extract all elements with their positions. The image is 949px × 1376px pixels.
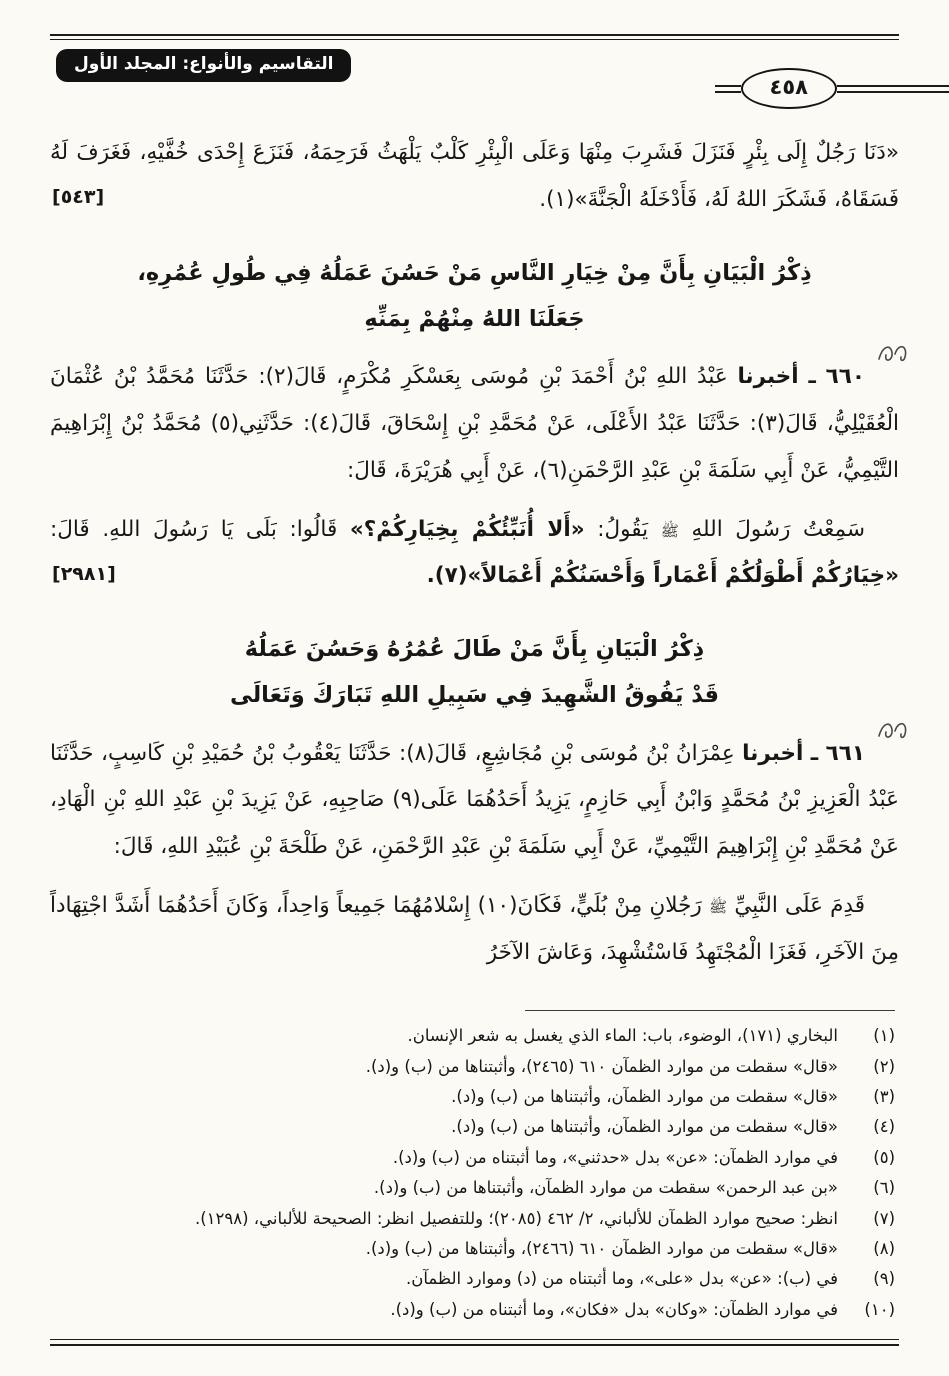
- footnote-marker: (٤): [873, 1117, 895, 1137]
- footnote-text: «بن عبد الرحمن» سقطت من موارد الظمآن، وأثبتناها من (ب) و(د).: [373, 1178, 838, 1198]
- footnote-text: «قال» سقطت من موارد الظمآن، وأثبتناها من (ب) و(د).: [451, 1117, 838, 1137]
- hadith-continuation-paragraph: [50, 130, 899, 224]
- hadith-660-matn: [50, 507, 899, 601]
- footnote-text: «قال» سقطت من موارد الظمآن ٦١٠ (٢٤٦٦)، وأثبتناها من (ب) و(د).: [365, 1238, 838, 1258]
- pbuh-symbol: ﷺ: [660, 521, 679, 540]
- chapter-heading-1: [50, 250, 899, 342]
- hadith-660-quote-1: «أَلا أُنَبِّئُكُمْ بِخِيَارِكُمْ؟»: [349, 516, 585, 542]
- footnote-item: [54, 1234, 895, 1264]
- hadith-ref-2981: [٢٩٨١]: [52, 562, 116, 585]
- page-number-group: [715, 68, 949, 109]
- hadith-660-matn-mid2: قَالُوا: بَلَى يَا رَسُولَ اللهِ. قَالَ:: [50, 516, 338, 542]
- main-text: [50, 118, 899, 977]
- chapter-heading-2: [50, 626, 899, 718]
- chapter-heading-2-line1: ذِكْرُ الْبَيَانِ بِأَنَّ مَنْ طَالَ عُمُرُهُ وَحَسُنَ عَمَلُهُ: [244, 636, 705, 663]
- collation-mark-icon: [875, 339, 913, 371]
- hadith-661-matn-post: رَجُلانِ مِنْ بُلَيٍّ، فَكَانَ(١٠) إِسْلامُهُمَا جَمِيعاً وَاحِداً، وَكَانَ أَحَدُهُمَا أَشَدَّ اجْتِهَاداً مِنَ الآخَرِ، فَغَزَا الْمُجْتَهِدُ فَاسْتُشْهِدَ، وَعَاشَ الآخَرُ: [50, 893, 899, 965]
- hadith-661-matn-pre: قَدِمَ عَلَى النَّبِيِّ: [734, 893, 865, 919]
- footnote-text: البخاري (١٧١)، الوضوء، باب: الماء الذي يغسل به شعر الإنسان.: [407, 1026, 838, 1046]
- hadith-661-opening: أخبرنا: [742, 740, 804, 766]
- footnote-item: [54, 1295, 895, 1325]
- page-number-rule-right: [837, 85, 949, 93]
- chapter-heading-2-line2: قَدْ يَفُوقُ الشَّهِيدَ فِي سَبِيلِ اللهِ تَبَارَكَ وَتَعَالَى: [229, 682, 720, 709]
- chapter-heading-1-line1: ذِكْرُ الْبَيَانِ بِأَنَّ مِنْ خِيَارِ النَّاسِ مَنْ حَسُنَ عَمَلُهُ فِي طُولِ عُمُرِهِ،: [137, 259, 812, 286]
- footnote-item: [54, 1112, 895, 1142]
- hadith-ref-543: [٥٤٣]: [52, 186, 105, 209]
- footnote-text: انظر: صحيح موارد الظمآن للألباني، ٢/ ٤٦٢ (٢٠٨٥)؛ وللتفصيل انظر: الصحيحة للألباني، (١٢٩٨).: [194, 1208, 838, 1228]
- hadith-660-matn-pre: سَمِعْتُ رَسُولَ اللهِ: [691, 516, 865, 542]
- hadith-660-isnad: [50, 354, 899, 495]
- hadith-660-quote-2: «خِيَارُكُمْ أَطْوَلُكُمْ أَعْمَاراً وَأَحْسَنُكُمْ أَعْمَالاً»(٧).: [426, 563, 899, 589]
- hadith-660-matn-mid1: يَقُولُ:: [597, 516, 649, 542]
- footnote-text: في (ب): «عن» بدل «على»، وما أثبتناه من (د) وموارد الظمآن.: [405, 1269, 838, 1289]
- footnote-separator: [525, 1010, 895, 1011]
- footnote-text: في موارد الظمآن: «عن» بدل «حدثني»، وما أثبتناه من (ب) و(د).: [392, 1147, 838, 1167]
- hadith-661-dash: ـ: [810, 740, 819, 766]
- footnote-item: [54, 1264, 895, 1294]
- footnotes-section: [50, 1004, 899, 1329]
- hadith-661-number: ٦٦١: [825, 740, 865, 766]
- footnote-marker: (٣): [873, 1087, 895, 1107]
- running-title: التقاسيم والأنواع: المجلد الأول: [56, 49, 351, 82]
- footnote-marker: (٢): [873, 1056, 895, 1076]
- footnote-marker: (٥): [873, 1147, 895, 1167]
- footnote-marker: (٦): [873, 1178, 895, 1198]
- footnote-marker: (١): [873, 1026, 895, 1046]
- footnote-marker: (٨): [873, 1238, 895, 1258]
- chapter-heading-1-line2: جَعَلَنَا اللهُ مِنْهُمْ بِمَنِّهِ: [364, 305, 585, 332]
- hadith-661-isnad-text: عِمْرَانُ بْنُ مُوسَى بْنِ مُجَاشِعٍ، قَالَ(٨): حَدَّثَنَا يَعْقُوبُ بْنُ حُمَيْدِ بْنِ كَاسِبٍ، حَدَّثَنَا عَبْدُ الْعَزِيزِ بْنُ مُحَمَّدٍ وَابْنُ أَبِي حَازِمٍ، يَزِيدُ أَحَدُهُمَا عَلَى(٩) صَاحِبِهِ، عَنْ يَزِيدَ بْنِ عَبْدِ اللهِ بْنِ الْهَادِ، عَنْ مُحَمَّدِ بْنِ إِبْرَاهِيمَ التَّيْمِيِّ، عَنْ أَبِي سَلَمَةَ بْنِ عَبْدِ الرَّحْمَنِ، عَنْ طَلْحَةَ بْنِ عُبَيْدِ اللهِ، قَالَ:: [50, 740, 899, 860]
- footnote-text: «قال» سقطت من موارد الظمآن ٦١٠ (٢٤٦٥)، وأثبتناها من (ب) و(د).: [365, 1056, 838, 1076]
- footnote-item: [54, 1143, 895, 1173]
- footnote-marker: (١٠): [864, 1299, 895, 1319]
- hadith-quote-text: «دَنَا رَجُلٌ إِلَى بِئْرٍ فَنَزَلَ فَشَرِبَ مِنْهَا وَعَلَى الْبِئْرِ كَلْبٌ يَلْهَثُ فَرَحِمَهُ، فَنَزَعَ إِحْدَى خُفَّيْهِ، فَغَرَفَ لَهُ فَسَقَاهُ، فَشَكَرَ اللهُ لَهُ، فَأَدْخَلَهُ الْجَنَّةَ»(١).: [50, 140, 899, 212]
- bottom-rule: [50, 1339, 899, 1346]
- footnote-item: [54, 1021, 895, 1051]
- footnote-marker: (٧): [873, 1208, 895, 1228]
- page-header: [50, 40, 899, 118]
- footnote-item: [54, 1173, 895, 1203]
- hadith-660-opening: أخبرنا: [737, 363, 799, 389]
- hadith-660-isnad-text: عَبْدُ اللهِ بْنُ أَحْمَدَ بْنِ مُوسَى بِعَسْكَرِ مُكْرَمٍ، قَالَ(٢): حَدَّثَنَا مُحَمَّدُ بْنُ عُثْمَانَ الْعُقَيْلِيُّ، قَالَ(٣): حَدَّثَنَا عَبْدُ الأَعْلَى، عَنْ مُحَمَّدِ بْنِ إِسْحَاقَ، قَالَ(٤): حَدَّثَنِي(٥) مُحَمَّدُ بْنُ إِبْرَاهِيمَ التَّيْمِيُّ، عَنْ أَبِي سَلَمَةَ بْنِ عَبْدِ الرَّحْمَنِ(٦)، عَنْ أَبِي هُرَيْرَةَ، قَالَ:: [50, 363, 900, 483]
- hadith-660-number: ٦٦٠: [825, 363, 865, 389]
- hadith-661-isnad: [50, 731, 899, 872]
- footnote-item: [54, 1082, 895, 1112]
- footnote-list: [54, 1021, 895, 1325]
- pbuh-symbol: ﷺ: [709, 898, 728, 917]
- collation-mark-icon: [875, 716, 913, 748]
- page-number-badge: ٤٥٨: [741, 68, 837, 109]
- footnote-text: في موارد الظمآن: «وكان» بدل «فكان»، وما أثبتناه من (ب) و(د).: [390, 1299, 838, 1319]
- page-number-rule-left: [715, 85, 741, 93]
- hadith-660-dash: ـ: [808, 363, 816, 389]
- footnote-item: [54, 1204, 895, 1234]
- footnote-text: «قال» سقطت من موارد الظمآن، وأثبتناها من (ب) و(د).: [451, 1087, 838, 1107]
- hadith-661-matn: [50, 883, 899, 977]
- footnote-item: [54, 1052, 895, 1082]
- footnote-marker: (٩): [873, 1269, 895, 1289]
